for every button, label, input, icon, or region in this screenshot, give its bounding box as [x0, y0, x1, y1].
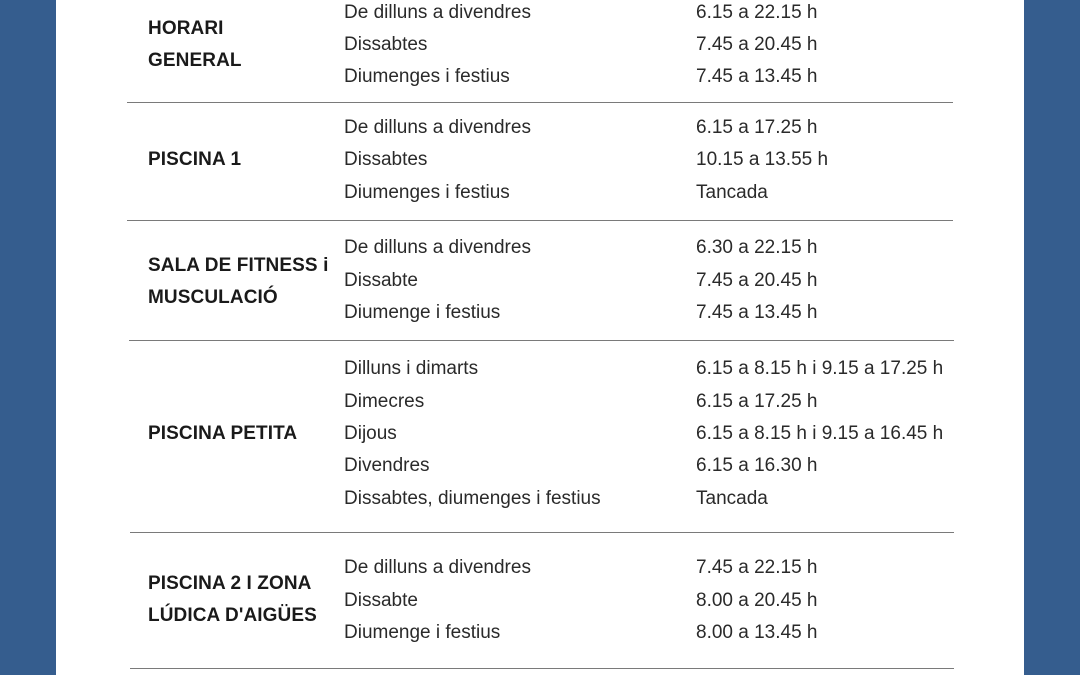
row-time: 6.15 a 16.30 h [696, 455, 818, 476]
row-time: 7.45 a 22.15 h [696, 557, 818, 578]
row-day: Dijous [344, 423, 397, 444]
row-time: Tancada [696, 182, 768, 203]
section-divider [130, 532, 954, 533]
row-time: 8.00 a 13.45 h [696, 622, 818, 643]
row-time: 6.15 a 22.15 h [696, 2, 818, 23]
row-time: 6.15 a 8.15 h i 9.15 a 17.25 h [696, 358, 944, 379]
row-day: De dilluns a divendres [344, 557, 531, 578]
section-title-line: PISCINA PETITA [148, 423, 298, 444]
row-time: 7.45 a 13.45 h [696, 302, 818, 323]
section-divider [127, 220, 953, 221]
schedule-row [56, 29, 1024, 61]
schedule-row [56, 112, 1024, 144]
schedule-row [56, 177, 1024, 209]
row-day: Dissabte [344, 590, 418, 611]
schedule-row [56, 585, 1024, 617]
row-day: Dissabtes [344, 34, 428, 55]
row-time: 7.45 a 20.45 h [696, 270, 818, 291]
schedule-row [56, 353, 1024, 385]
section-title-line: PISCINA 2 I ZONA [148, 573, 312, 594]
row-day: Dilluns i dimarts [344, 358, 479, 379]
schedule-row [56, 418, 1024, 450]
schedule-row [56, 61, 1024, 93]
schedule-row [56, 617, 1024, 649]
row-time: 10.15 a 13.55 h [696, 149, 829, 170]
row-time: 6.15 a 17.25 h [696, 117, 818, 138]
section-divider [129, 340, 954, 341]
row-day: Dissabte [344, 270, 418, 291]
schedule-row [56, 483, 1024, 515]
schedule-row [56, 232, 1024, 264]
row-day: Divendres [344, 455, 430, 476]
schedule-row [56, 297, 1024, 329]
section-title-line: SALA DE FITNESS i [148, 255, 329, 276]
row-day: De dilluns a divendres [344, 2, 531, 23]
section-title-line: LÚDICA D'AIGÜES [148, 605, 317, 626]
schedule-row [56, 552, 1024, 584]
section-title-line: PISCINA 1 [148, 149, 242, 170]
section-title-line: GENERAL [148, 50, 242, 71]
schedule-row [56, 386, 1024, 418]
row-time: 7.45 a 13.45 h [696, 66, 818, 87]
schedule-row [56, 450, 1024, 482]
row-time: 6.30 a 22.15 h [696, 237, 818, 258]
schedule-row [56, 265, 1024, 297]
schedule-row [56, 0, 1024, 29]
row-day: Diumenge i festius [344, 622, 501, 643]
row-day: Diumenges i festius [344, 182, 510, 203]
schedule-row [56, 144, 1024, 176]
row-day: Diumenges i festius [344, 66, 510, 87]
section-title-line: HORARI [148, 18, 224, 39]
row-day: De dilluns a divendres [344, 237, 531, 258]
row-day: Dissabtes, diumenges i festius [344, 488, 601, 509]
row-time: 6.15 a 8.15 h i 9.15 a 16.45 h [696, 423, 944, 444]
row-day: Dimecres [344, 391, 425, 412]
schedule-sheet [56, 0, 1024, 675]
section-divider [130, 668, 954, 669]
row-time: 6.15 a 17.25 h [696, 391, 818, 412]
section-divider [127, 102, 953, 103]
row-time: 8.00 a 20.45 h [696, 590, 818, 611]
row-day: De dilluns a divendres [344, 117, 531, 138]
row-time: 7.45 a 20.45 h [696, 34, 818, 55]
row-day: Dissabtes [344, 149, 428, 170]
row-time: Tancada [696, 488, 768, 509]
row-day: Diumenge i festius [344, 302, 501, 323]
section-title-line: MUSCULACIÓ [148, 287, 278, 308]
